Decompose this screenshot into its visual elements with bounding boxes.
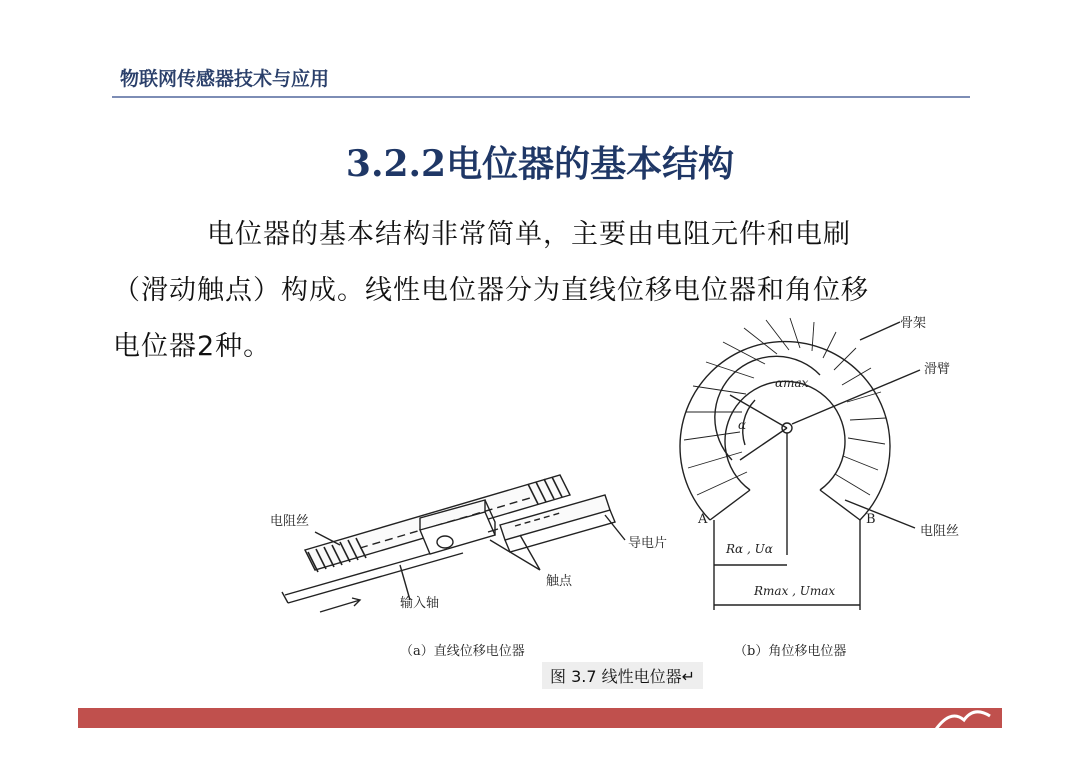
paragraph-line-2: （滑动触点）构成。线性电位器分为直线位移电位器和角位移 [113, 275, 869, 306]
label-r-alpha-u-alpha: Rα , Uα [726, 542, 773, 556]
label-point-b: B [866, 512, 876, 527]
label-contact: 触点 [546, 574, 573, 589]
header-rule [112, 96, 970, 98]
label-skeleton: 骨架 [900, 316, 927, 331]
label-resistance-wire-angular: 电阻丝 [920, 524, 960, 539]
potentiometer-figure [260, 300, 980, 700]
angular-potentiometer-diagram [680, 318, 920, 610]
header-title: 物联网传感器技术与应用 [120, 68, 330, 90]
label-alpha-max: αmax [775, 376, 809, 390]
figure-caption: 图 3.7 线性电位器↵ [542, 662, 703, 689]
paragraph-line-3: 电位器2种。 [113, 331, 272, 362]
label-conductive-strip: 导电片 [628, 536, 668, 551]
label-point-a: A [698, 512, 708, 527]
label-input-shaft: 输入轴 [400, 596, 440, 611]
paragraph-line-1: 电位器的基本结构非常简单，主要由电阻元件和电刷 [207, 219, 851, 250]
caption-linear: （a）直线位移电位器 [400, 644, 525, 659]
slide-heading: 3.2.2电位器的基本结构 [345, 143, 735, 185]
linear-potentiometer-diagram [260, 300, 980, 700]
label-r-max-u-max: Rmax , Umax [754, 584, 836, 598]
label-alpha: α [738, 418, 747, 432]
footer-bar [78, 708, 1002, 728]
label-resistance-wire-linear: 电阻丝 [270, 514, 310, 529]
caption-angular: （b）角位移电位器 [734, 644, 847, 659]
corner-decoration [930, 702, 1000, 736]
label-slide-arm: 滑臂 [924, 362, 951, 377]
